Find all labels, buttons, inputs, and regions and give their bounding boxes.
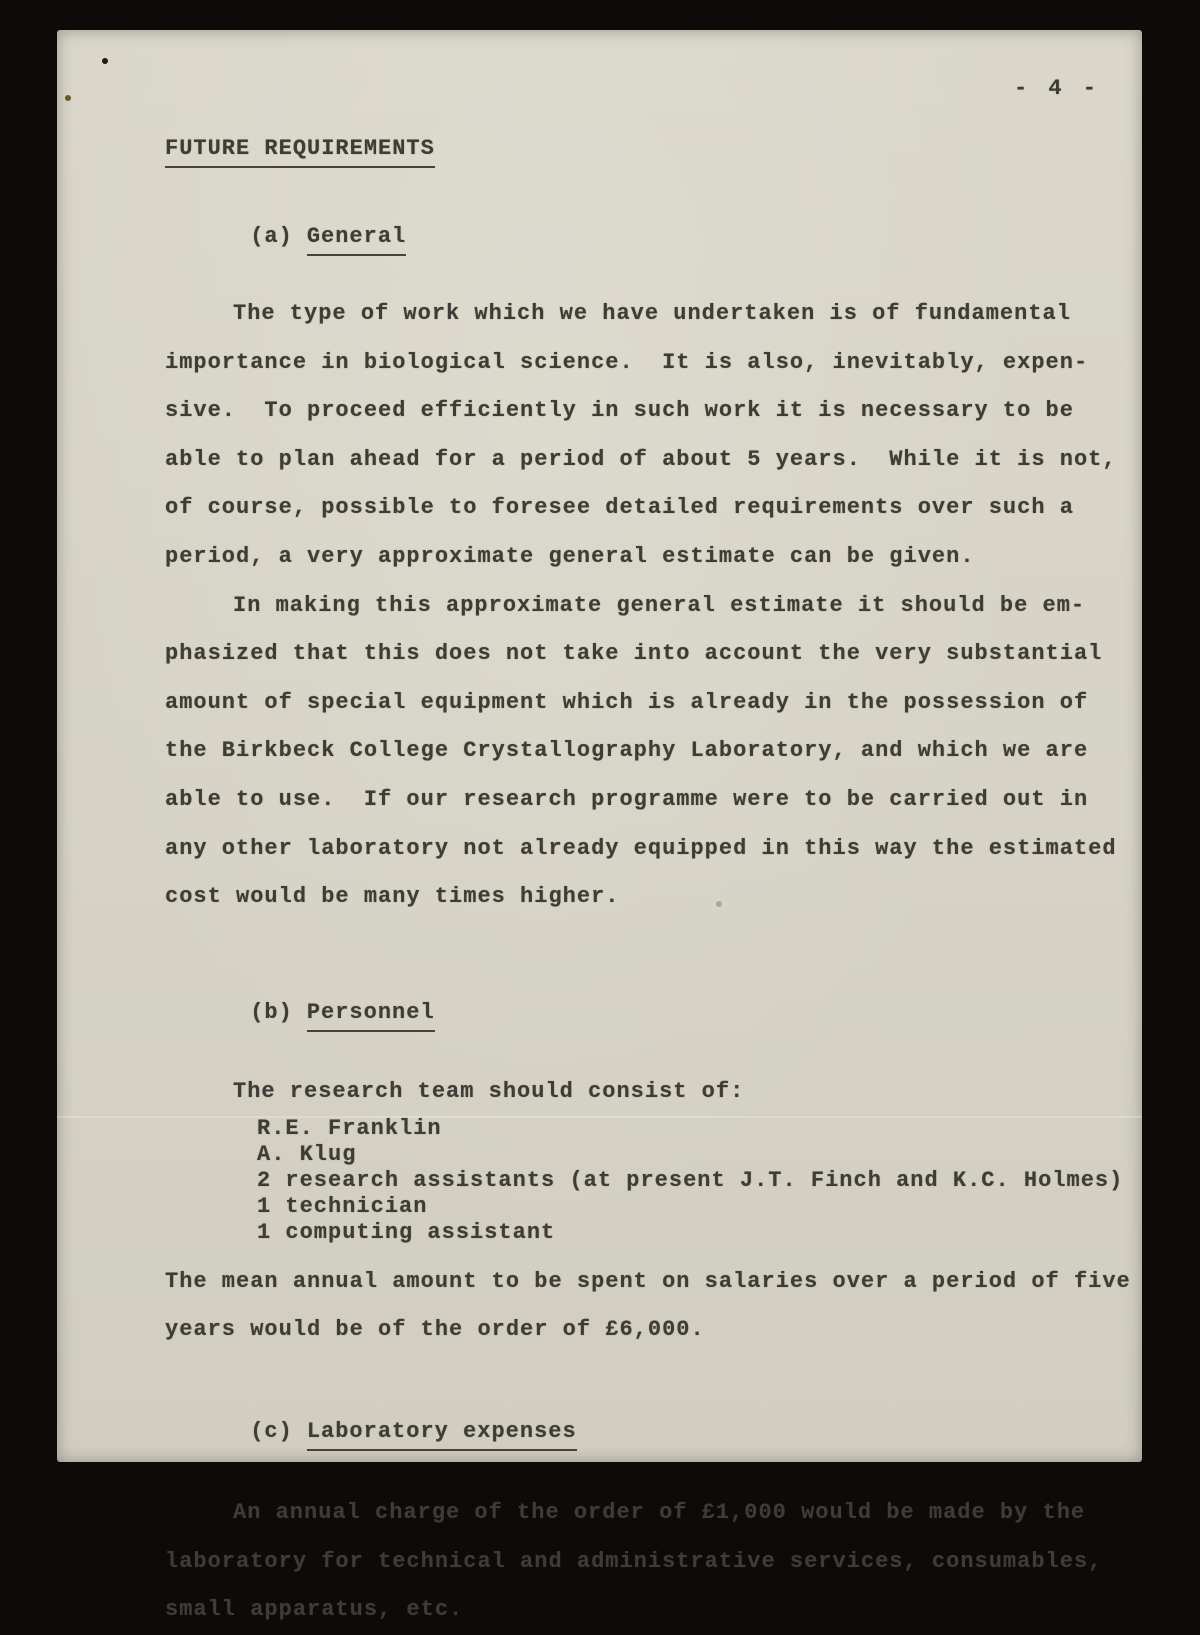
list-item: 1 computing assistant: [257, 1219, 556, 1245]
list-item: A. Klug: [257, 1141, 357, 1167]
paragraph-general-1: [165, 290, 1138, 582]
text-line: able to use. If our research programme were to be carried out in: [165, 786, 1089, 812]
section-heading-personnel: [165, 968, 1138, 1062]
text-line: amount of special equipment which is already in the possession of: [165, 689, 1089, 715]
personnel-intro: The research team should consist of:: [233, 1078, 745, 1104]
list-item: R.E. Franklin: [257, 1115, 442, 1141]
list-item: 2 research assistants (at present J.T. Finch and K.C. Holmes): [257, 1167, 1124, 1193]
text-line: laboratory for technical and administrative services, consumables,: [165, 1548, 1103, 1574]
text-line: any other laboratory not already equipped in this way the estimated: [165, 835, 1117, 861]
scan-speck: [65, 95, 71, 101]
paragraph-salaries: [165, 1258, 1138, 1355]
page-title: [165, 134, 1138, 168]
scan-speck: [102, 58, 108, 64]
text-line: small apparatus, etc.: [165, 1597, 464, 1623]
section-label: (c): [250, 1418, 293, 1444]
paragraph-laboratory-expenses: [165, 1489, 1138, 1635]
page-title-text: FUTURE REQUIREMENTS: [165, 134, 435, 168]
section-label: (b): [250, 999, 293, 1025]
section-heading-laboratory-expenses: [165, 1387, 1138, 1481]
page-number: - 4 -: [1013, 76, 1100, 101]
text-line: The mean annual amount to be spent on salaries over a period of five: [165, 1268, 1131, 1294]
section-title: General: [307, 222, 406, 256]
paragraph-general-2: [165, 582, 1138, 922]
text-line: In making this approximate general estimate it should be em-: [233, 592, 1086, 618]
research-team-list: [257, 1116, 1138, 1246]
section-label: (a): [250, 224, 293, 249]
text-line: phasized that this does not take into account the very substantial: [165, 641, 1103, 667]
text-line: importance in biological science. It is also, inevitably, expen-: [165, 349, 1089, 375]
section-title: Laboratory expenses: [307, 1417, 577, 1451]
section-heading-general: [165, 192, 1138, 286]
text-line: years would be of the order of £6,000.: [165, 1317, 705, 1343]
section-title: Personnel: [307, 998, 435, 1032]
text-line: An annual charge of the order of £1,000 would be made by the: [233, 1499, 1086, 1525]
text-line: sive. To proceed efficiently in such work it is necessary to be: [165, 398, 1074, 424]
text-line: The type of work which we have undertaken is of fundamental: [233, 301, 1071, 326]
text-line: able to plan ahead for a period of about 5 years. While it is not,: [165, 446, 1117, 472]
text-line: period, a very approximate general estimate can be given.: [165, 543, 975, 569]
list-item: 1 technician: [257, 1193, 428, 1219]
text-line: the Birkbeck College Crystallography Laboratory, and which we are: [165, 738, 1089, 764]
document-content: [165, 30, 1138, 1623]
document-page: [57, 30, 1142, 1623]
text-line: cost would be many times higher.: [165, 884, 620, 910]
text-line: of course, possible to foresee detailed requirements over such a: [165, 495, 1074, 521]
